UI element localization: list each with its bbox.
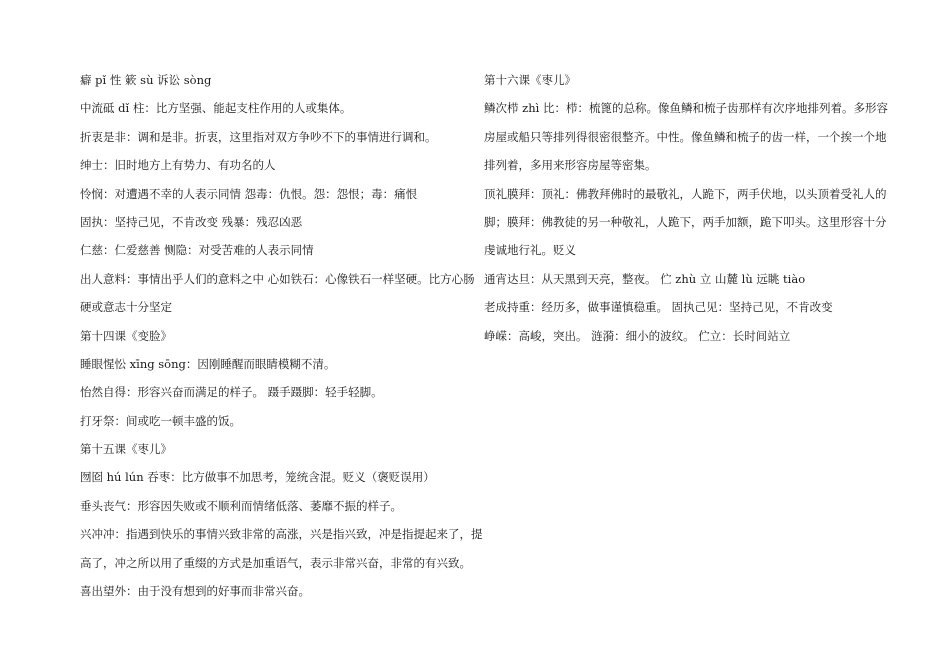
text-line: 脚；膜拜：佛教徒的另一种敬礼，人跪下，两手加额，跪下叩头。这里形容十分	[484, 214, 887, 229]
text-line: 中流砥 dǐ 柱：比方坚强、能起支柱作用的人或集体。	[80, 101, 352, 116]
lesson-heading: 第十五课《枣儿》	[80, 442, 172, 457]
text-line: 喜出望外：由于没有想到的好事而非常兴奋。	[80, 584, 310, 599]
left-column	[80, 66, 483, 605]
text-line: 打牙祭：间或吃一顿丰盛的饭。	[80, 413, 241, 428]
lesson-heading: 第十六课《枣儿》	[484, 73, 576, 87]
text-line: 兴冲冲：指遇到快乐的事情兴致非常的高涨，兴是指兴致，冲是指提起来了，提	[80, 527, 483, 542]
text-line: 峥嵘：高峻，突出。 涟漪：细小的波纹。 伫立：长时间站立	[484, 328, 791, 343]
text-line: 垂头丧气：形容因失败或不顺利而情绪低落、萎靡不振的样子。	[80, 498, 402, 513]
text-line: 怜悯：对遭遇不幸的人表示同情 怨毒：仇恨。怨：怨恨；毒：痛恨	[80, 186, 418, 201]
text-line: 癖 pǐ 性 簌 sù 诉讼 sòng	[80, 73, 212, 87]
text-line: 囫囵 hú lún 吞枣：比方做事不加思考，笼统含混。贬义（褒贬误用）	[80, 470, 435, 485]
text-line: 怡然自得：形容兴奋而满足的样子。 蹑手蹑脚：轻手轻脚。	[80, 385, 383, 400]
lesson-heading: 第十四课《变脸》	[80, 328, 172, 343]
text-line: 虔诚地行礼。贬义	[484, 243, 576, 258]
right-column	[484, 66, 888, 350]
text-line: 排列着，多用来形容房屋等密集。	[484, 158, 657, 173]
text-line: 房屋或船只等排列得很密很整齐。中性。像鱼鳞和梳子的齿一样，一个挨一个地	[484, 129, 887, 144]
text-line: 睡眼惺忪 xīng sōng：因刚睡醒而眼睛模糊不清。	[80, 356, 336, 371]
text-line: 绅士：旧时地方上有势力、有功名的人	[80, 158, 276, 173]
text-line: 仁慈：仁爱慈善 恻隐：对受苦难的人表示同情	[80, 243, 314, 258]
text-line: 顶礼膜拜：顶礼：佛教拜佛时的最敬礼，人跪下，两手伏地，以头顶着受礼人的	[484, 186, 887, 201]
text-line: 固执：坚持己见，不肯改变 残暴：残忍凶恶	[80, 214, 303, 229]
text-line: 硬或意志十分坚定	[80, 300, 172, 315]
text-line: 鳞次栉 zhì 比：栉：梳篦的总称。像鱼鳞和梳子齿那样有次序地排列着。多形容	[484, 101, 888, 116]
text-line: 出人意料：事情出乎人们的意料之中 心如铁石：心像铁石一样坚硬。比方心肠	[80, 271, 475, 286]
text-line: 老成持重：经历多，做事谨慎稳重。 固执己见：坚持己见，不肯改变	[484, 300, 833, 315]
text-line: 高了，冲之所以用了重缀的方式是加重语气，表示非常兴奋，非常的有兴致。	[80, 555, 471, 570]
text-line: 折衷是非：调和是非。折衷，这里指对双方争吵不下的事情进行调和。	[80, 129, 437, 144]
text-line: 通宵达旦：从天黑到天亮，整夜。 伫 zhù 立 山麓 lù 远眺 tiào	[484, 271, 806, 286]
